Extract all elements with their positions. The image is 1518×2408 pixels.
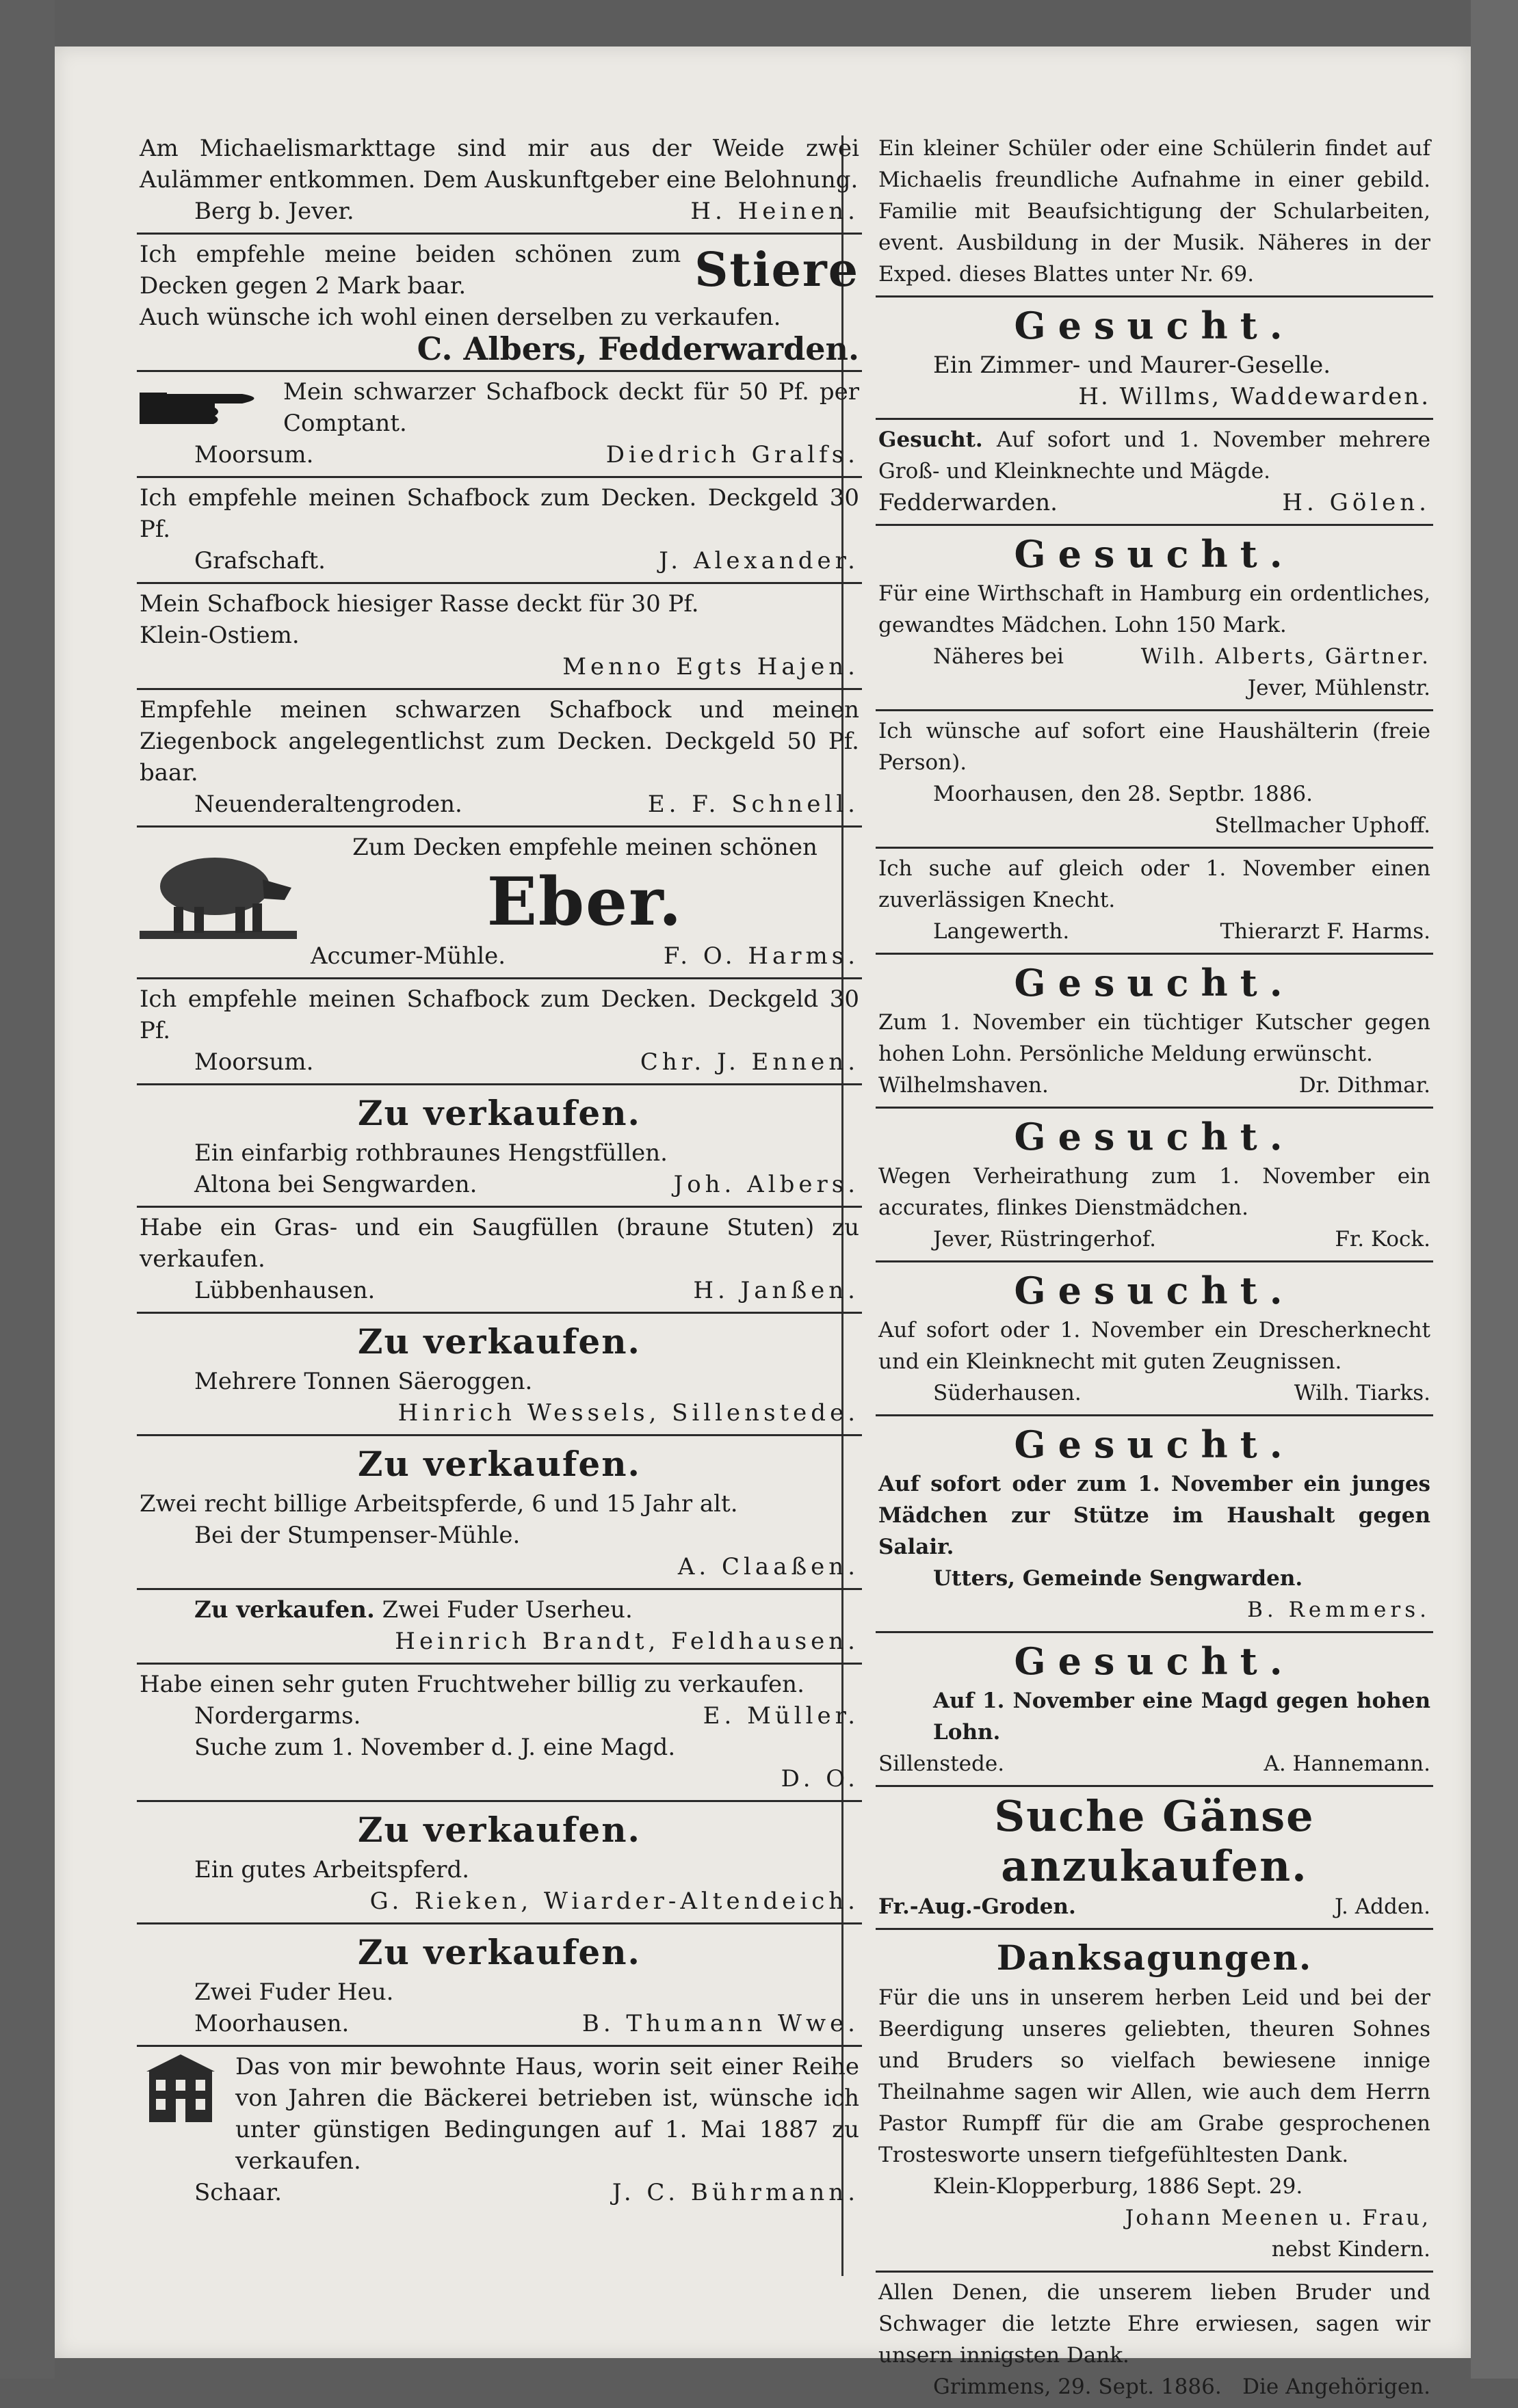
ad-place: Nordergarms. xyxy=(194,1702,361,1730)
ad-text: Ein kleiner Schüler oder eine Schülerin findet auf Michaelis freundliche Aufnahme in einer gebild. Familie mit Beaufsichtigung der Schularbeiten, event. Ausbildung in der Musik. Näheres in der Exped. dieses Blattes unter Nr. 69. xyxy=(878,136,1430,287)
ad-text: Allen Denen, die unserem lieben Bruder und Schwager die letzte Ehre erwiesen, sagen wir unsern innigsten Dank. xyxy=(878,2280,1430,2368)
ad-place: Berg b. Jever. xyxy=(194,198,354,225)
ad-text-2: Utters, Gemeinde Sengwarden. xyxy=(933,1566,1303,1591)
ad-left-7 xyxy=(137,828,862,979)
ad-text: Ich wünsche auf sofort eine Haushälterin (freie Person). xyxy=(878,719,1430,775)
ad-place: Fedderwarden. xyxy=(878,489,1058,516)
ad-signature: Die Angehörigen. xyxy=(1242,2374,1430,2399)
ad-place: Moorhausen. xyxy=(194,2010,350,2037)
ad-place: Wilhelmshaven. xyxy=(878,1073,1049,1098)
ad-left-13 xyxy=(137,1590,862,1665)
ad-text: Ich suche auf gleich oder 1. November einen zuverlässigen Knecht. xyxy=(878,856,1430,912)
ad-signature: A. Claaßen. xyxy=(677,1553,859,1580)
ad-left-9 xyxy=(137,1085,862,1208)
scan-border-right xyxy=(1471,0,1518,2379)
ad-signature: E. Müller. xyxy=(703,1702,859,1730)
ad-signature: F. O. Harms. xyxy=(663,942,859,970)
ad-heading: Gesucht. xyxy=(1014,1423,1295,1466)
ad-place: Altona bei Sengwarden. xyxy=(194,1171,477,1198)
ad-text: Zum 1. November ein tüchtiger Kutscher gegen hohen Lohn. Persönliche Meldung erwünscht. xyxy=(878,1010,1430,1066)
ad-heading: Zu verkaufen. xyxy=(358,1810,641,1850)
ad-right-12 xyxy=(876,1787,1433,1930)
ad-signature: B. Thumann Wwe. xyxy=(581,2010,859,2037)
ad-lead: Gesucht. xyxy=(878,427,983,452)
ad-left-1 xyxy=(137,129,862,235)
ad-text: Am Michaelismarkttage sind mir aus der Weide zwei Aulämmer entkommen. Dem Auskunftgeber eine Belohnung. xyxy=(140,135,859,194)
ad-text: Wegen Verheirathung zum 1. November ein accurates, flinkes Dienstmädchen. xyxy=(878,1164,1430,1220)
ad-signature: H. Gölen. xyxy=(1282,489,1430,516)
ad-text: Zwei recht billige Arbeitspferde, 6 und 15 Jahr alt. xyxy=(140,1490,738,1518)
ad-place: Näheres bei xyxy=(933,644,1064,669)
ad-signature: H. Heinen. xyxy=(690,198,859,225)
ad-right-5 xyxy=(876,711,1433,849)
ad-place: Klein-Klopperburg, 1886 Sept. 29. xyxy=(933,2174,1303,2199)
ad-signature: Joh. Albers. xyxy=(673,1171,859,1198)
ad-text: Zwei Fuder Heu. xyxy=(194,1979,394,2006)
ad-signature: Wilh. Tiarks. xyxy=(1294,1381,1430,1405)
ad-signature: C. Albers, Fedderwarden. xyxy=(417,330,859,367)
ad-place: Sillenstede. xyxy=(878,1751,1005,1776)
ad-place: Grimmens, 29. Sept. 1886. xyxy=(933,2374,1222,2399)
ad-heading: Zu verkaufen. xyxy=(358,1093,641,1133)
left-column xyxy=(137,129,862,2214)
boar-illustration xyxy=(140,832,297,948)
ad-signature: G. Rieken, Wiarder-Altendeich. xyxy=(369,1888,859,1915)
ad-place: Moorsum. xyxy=(194,441,314,468)
ad-heading: Gesucht. xyxy=(1014,961,1295,1005)
pointing-hand-icon xyxy=(140,380,270,435)
ad-signature: H. Janßen. xyxy=(693,1277,859,1304)
ad-left-14 xyxy=(137,1665,862,1802)
ad-right-3 xyxy=(876,420,1433,526)
ad-text: Mehrere Tonnen Säeroggen. xyxy=(194,1368,533,1395)
ad-text: Für die uns in unserem herben Leid und bei der Beerdigung unseres geliebten, theuren Sohnes und Bruders so vielfach bewiesene innige Theilnahme sagen wir Allen, wie auch dem Herrn Pastor Rumpff für die am Grabe gesprochenen Trostesworte unsern tiefgefühltesten Dank. xyxy=(878,1985,1430,2167)
newspaper-page xyxy=(55,47,1471,2399)
ad-signature: Hinrich Wessels, Sillenstede. xyxy=(397,1399,859,1427)
ad-text: Auf sofort oder zum 1. November ein junges Mädchen zur Stütze im Haushalt gegen Salair. xyxy=(878,1472,1430,1559)
ad-right-6 xyxy=(876,849,1433,955)
ad-signature: A. Hannemann. xyxy=(1264,1751,1430,1776)
ad-place: Lübbenhausen. xyxy=(194,1277,376,1304)
ad-left-11 xyxy=(137,1314,862,1436)
ad-heading: Zu verkaufen. xyxy=(194,1596,375,1624)
ad-text: Mein Schafbock hiesiger Rasse deckt für 30 Pf. xyxy=(140,590,699,618)
ad-place: Moorhausen, den 28. Septbr. 1886. xyxy=(933,782,1313,806)
ad-left-15 xyxy=(137,1802,862,1924)
ad-right-11 xyxy=(876,1633,1433,1787)
ad-signature: Chr. J. Ennen. xyxy=(640,1048,859,1076)
ad-text-2: Auch wünsche ich wohl einen derselben zu verkaufen. xyxy=(140,304,781,331)
ad-heading: Gesucht. xyxy=(1014,1269,1295,1312)
ad-heading: Gesucht. xyxy=(1014,1639,1295,1683)
ad-right-13 xyxy=(876,1930,1433,2273)
ad-place: Langewerth. xyxy=(933,919,1070,944)
ad-text: Ein gutes Arbeitspferd. xyxy=(194,1856,470,1883)
ad-text: Zum Decken empfehle meinen schönen xyxy=(352,834,817,861)
ad-text: Für eine Wirthschaft in Hamburg ein ordentliches, gewandtes Mädchen. Lohn 150 Mark. xyxy=(878,581,1430,637)
ad-text: Ich empfehle meinen Schafbock zum Decken. Deckgeld 30 Pf. xyxy=(140,985,859,1044)
ad-heading: Gesucht. xyxy=(1014,1115,1295,1159)
house-icon xyxy=(140,2051,222,2126)
ad-text: Ein Zimmer- und Maurer-Geselle. xyxy=(933,352,1331,379)
ad-heading: Zu verkaufen. xyxy=(358,1444,641,1484)
ad-heading: Zu verkaufen. xyxy=(358,1321,641,1362)
ad-heading: Danksagungen. xyxy=(996,1937,1313,1978)
ad-headline: Eber. xyxy=(486,863,683,940)
ad-right-4 xyxy=(876,526,1433,711)
ad-text-2: Suche zum 1. November d. J. eine Magd. xyxy=(194,1734,676,1761)
ad-text-2: Bei der Stumpenser-Mühle. xyxy=(194,1522,521,1549)
ad-text: Zwei Fuder Userheu. xyxy=(382,1596,633,1624)
right-column xyxy=(876,129,1433,2408)
ad-place: Moorsum. xyxy=(194,1048,314,1076)
ad-heading: Gesucht. xyxy=(1014,304,1295,347)
ad-heading: Gesucht. xyxy=(1014,532,1295,576)
ad-left-12 xyxy=(137,1436,862,1590)
ad-right-14 xyxy=(876,2273,1433,2408)
ad-right-1 xyxy=(876,129,1433,297)
ad-signature: Diedrich Gralfs. xyxy=(605,441,859,468)
ad-signature: J. Alexander. xyxy=(659,547,859,574)
ad-left-2 xyxy=(137,235,862,372)
ad-right-10 xyxy=(876,1416,1433,1633)
ad-signature: Wilh. Alberts, Gärtner. xyxy=(1140,644,1430,669)
ad-left-5 xyxy=(137,584,862,690)
ad-text: Ein einfarbig rothbraunes Hengstfüllen. xyxy=(194,1139,668,1167)
ad-place: Fr.-Aug.-Groden. xyxy=(878,1894,1076,1919)
ad-place: Grafschaft. xyxy=(194,547,326,574)
ad-left-17 xyxy=(137,2047,862,2214)
ad-signature: Heinrich Brandt, Feldhausen. xyxy=(395,1628,859,1655)
ad-signature: B. Remmers. xyxy=(1247,1598,1430,1622)
ad-place: Neuenderaltengroden. xyxy=(194,791,462,818)
ad-left-4 xyxy=(137,478,862,584)
ad-text: Empfehle meinen schwarzen Schafbock und meinen Ziegenbock angelegentlichst zum Decken. Deckgeld 50 Pf. baar. xyxy=(140,696,859,786)
ad-place: Accumer-Mühle. xyxy=(311,942,506,970)
ad-signature: Dr. Dithmar. xyxy=(1298,1073,1430,1098)
ad-place: Schaar. xyxy=(194,2179,283,2206)
ad-text: Das von mir bewohnte Haus, worin seit einer Reihe von Jahren die Bäckerei betrieben ist, wünsche ich unter günstigen Bedingungen auf 1. Mai 1887 zu verkaufen. xyxy=(235,2053,859,2175)
ad-right-9 xyxy=(876,1262,1433,1416)
ad-text: Habe einen sehr guten Fruchtweher billig zu verkaufen. xyxy=(140,1671,804,1698)
scan-border-left xyxy=(0,0,55,2379)
ad-left-6 xyxy=(137,690,862,828)
ad-right-2 xyxy=(876,297,1433,420)
ad-signature: J. Adden. xyxy=(1335,1894,1430,1919)
ad-right-7 xyxy=(876,955,1433,1109)
ad-signature-2: D. O. xyxy=(781,1765,859,1792)
ad-signature: Thierarzt F. Harms. xyxy=(1220,919,1430,944)
ad-place: Klein-Ostiem. xyxy=(140,622,300,649)
ad-headline: Suche Gänse anzukaufen. xyxy=(994,1791,1315,1891)
ad-signature: E. F. Schnell. xyxy=(647,791,859,818)
ad-signature: Johann Meenen u. Frau, xyxy=(1125,2206,1430,2230)
ad-text: Auf sofort und 1. November mehrere Groß- und Kleinknechte und Mägde. xyxy=(878,427,1430,484)
ad-left-3 xyxy=(137,372,862,478)
ad-place: Jever, Rüstringerhof. xyxy=(933,1227,1156,1252)
ad-left-8 xyxy=(137,979,862,1085)
ad-signature: Menno Egts Hajen. xyxy=(562,653,859,680)
ad-signature: J. C. Bührmann. xyxy=(612,2179,859,2206)
ad-signature-2: Jever, Mühlenstr. xyxy=(1247,676,1430,700)
ad-text: Ich empfehle meinen Schafbock zum Decken. Deckgeld 30 Pf. xyxy=(140,484,859,543)
ad-signature: Stellmacher Uphoff. xyxy=(1214,813,1430,838)
ad-signature: H. Willms, Waddewarden. xyxy=(1078,383,1430,410)
ad-heading: Zu verkaufen. xyxy=(358,1932,641,1972)
ad-left-10 xyxy=(137,1208,862,1314)
ad-text: Mein schwarzer Schafbock deckt für 50 Pf. per Comptant. xyxy=(283,378,859,437)
ad-text: Ich empfehle meine beiden schönen zum Decken gegen 2 Mark baar. xyxy=(140,241,681,300)
ad-place: Süderhausen. xyxy=(933,1381,1082,1405)
ad-signature: Fr. Kock. xyxy=(1335,1227,1430,1252)
ad-right-8 xyxy=(876,1109,1433,1262)
ad-text: Habe ein Gras- und ein Saugfüllen (braune Stuten) zu verkaufen. xyxy=(140,1214,859,1273)
ad-text: Auf 1. November eine Magd gegen hohen Lohn. xyxy=(933,1689,1430,1745)
ad-signature-2: nebst Kindern. xyxy=(1271,2237,1430,2262)
ad-headline: Stiere xyxy=(694,243,859,297)
ad-text: Auf sofort oder 1. November ein Drescherknecht und ein Kleinknecht mit guten Zeugnissen. xyxy=(878,1318,1430,1374)
ad-left-16 xyxy=(137,1924,862,2047)
